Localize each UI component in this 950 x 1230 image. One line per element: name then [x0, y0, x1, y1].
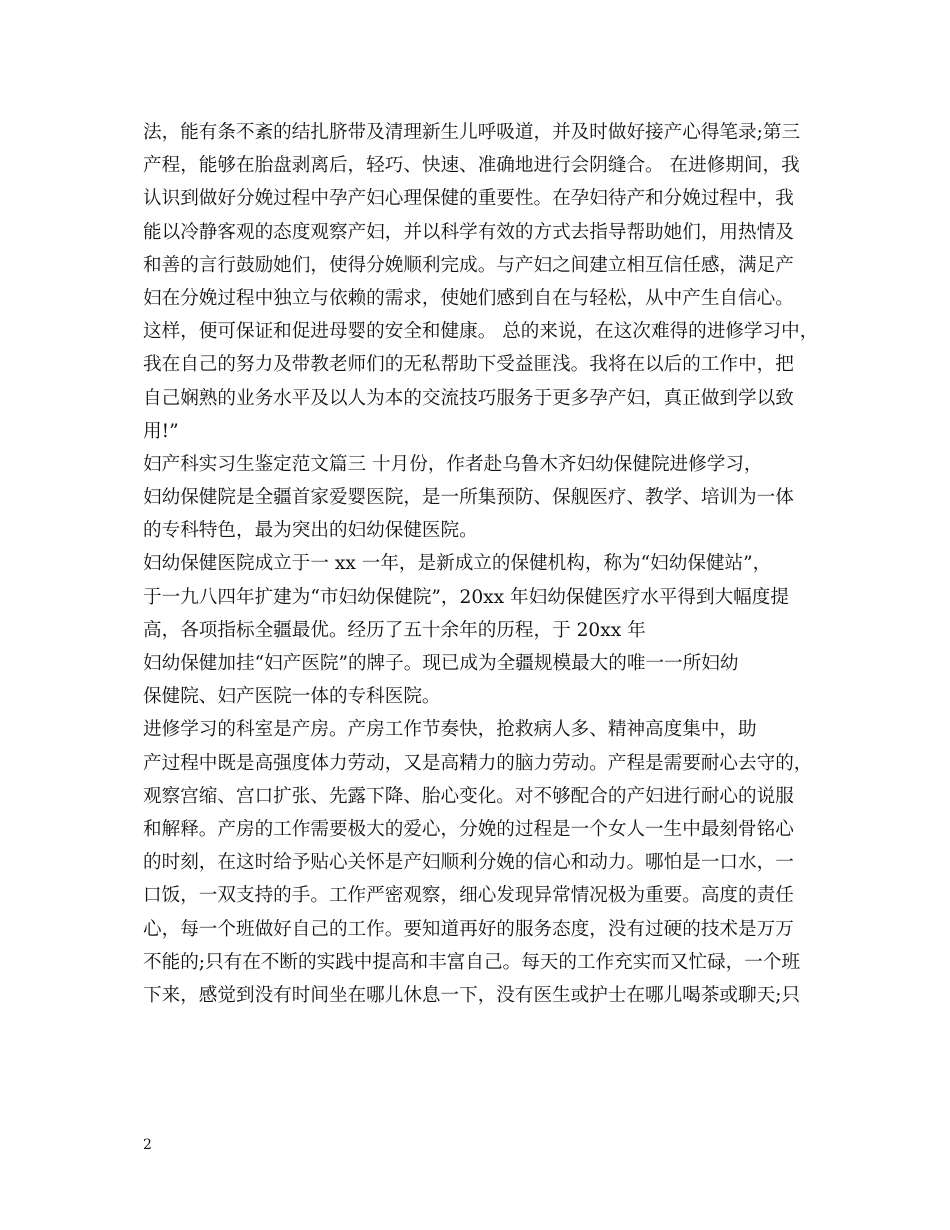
- text-line: 妇幼保健院是全疆首家爱婴医院，是一所集预防、保舰医疗、教学、培训为一体: [143, 487, 794, 509]
- text-line: 和解释。产房的工作需要极大的爱心，分娩的过程是一个女人一生中最刻骨铭心: [143, 818, 794, 840]
- page-number: 2: [143, 1137, 152, 1153]
- text-line: 的时刻，在这时给予贴心关怀是产妇顺利分娩的信心和动力。哪怕是一口水，一: [143, 852, 794, 874]
- text-line: 心，每一个班做好自己的工作。要知道再好的服务态度，没有过硬的技术是万万: [143, 918, 794, 940]
- text-line: 自己娴熟的业务水平及以人为本的交流技巧服务于更多孕产妇，真正做到学以致: [143, 387, 794, 409]
- text-line: 观察宫缩、宫口扩张、先露下降、胎心变化。对不够配合的产妇进行耐心的说服: [143, 785, 794, 807]
- text-line: 用!”: [143, 420, 179, 442]
- text-line: 口饭，一双支持的手。工作严密观察，细心发现异常情况极为重要。高度的责任: [143, 885, 794, 907]
- text-line: 的专科特色，最为突出的妇幼保健医院。: [143, 520, 478, 542]
- text-line: 保健院、妇产医院一体的专科医院。: [143, 686, 441, 708]
- text-line: 能以冷静客观的态度观察产妇，并以科学有效的方式去指导帮助她们，用热情及: [143, 221, 794, 243]
- text-line: 认识到做好分娩过程中孕产妇心理保健的重要性。在孕妇待产和分娩过程中，我: [143, 188, 794, 210]
- text-line: 妇幼保健医院成立于一 xx 一年，是新成立的保健机构，称为“妇幼保健站”，: [143, 553, 772, 575]
- text-line: 妇在分娩过程中独立与依赖的需求，使她们感到自在与轻松，从中产生自信心。: [143, 287, 794, 309]
- text-line: 妇幼保健加挂“妇产医院”的牌子。现已成为全疆规模最大的唯一一所妇幼: [143, 653, 739, 674]
- text-line: 不能的;只有在不断的实践中提高和丰富自己。每天的工作充实而又忙碌，一个班: [143, 951, 801, 973]
- text-line: 产过程中既是高强度体力劳动，又是高精力的脑力劳动。产程是需要耐心去守的，: [143, 752, 813, 774]
- text-line: 高，各项指标全疆最优。经历了五十余年的历程，于 20xx 年: [143, 619, 646, 641]
- text-line: 进修学习的科室是产房。产房工作节奏快，抢救病人多、精神高度集中，助: [143, 719, 757, 741]
- text-line: 这样，便可保证和促进母婴的安全和健康。 总的来说，在这次难得的进修学习中，: [143, 321, 819, 343]
- text-line: 和善的言行鼓励她们，使得分娩顺利完成。与产妇之间建立相互信任感，满足产: [143, 254, 794, 276]
- text-line: 法，能有条不紊的结扎脐带及清理新生儿呼吸道，并及时做好接产心得笔录;第三: [143, 122, 801, 143]
- document-body: [143, 116, 823, 1012]
- text-line: 产程，能够在胎盘剥离后，轻巧、快速、准确地进行会阴缝合。 在进修期间，我: [143, 155, 800, 177]
- section-heading-line: 妇产科实习生鉴定范文篇三 十月份，作者赴乌鲁木齐妇幼保健院进修学习，: [143, 453, 763, 475]
- text-line: 我在自己的努力及带教老师们的无私帮助下受益匪浅。我将在以后的工作中，把: [143, 354, 794, 376]
- text-line: 下来，感觉到没有时间坐在哪儿休息一下，没有医生或护士在哪儿喝茶或聊天;只: [143, 984, 801, 1006]
- text-line: 于一九八四年扩建为“市妇幼保健院”，20xx 年妇幼保健医疗水平得到大幅度提: [143, 586, 789, 608]
